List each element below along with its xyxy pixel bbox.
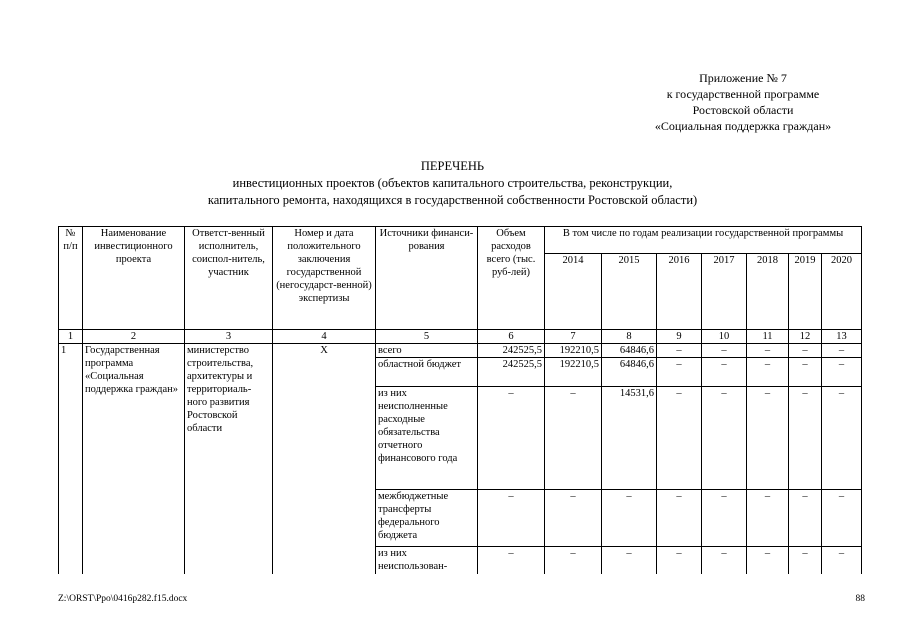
header-year: 2017 bbox=[702, 254, 747, 330]
header-year: 2014 bbox=[545, 254, 602, 330]
row-value: – bbox=[478, 387, 545, 490]
document-subtitle: инвестиционных проектов (объектов капитального строительства, реконструкции, bbox=[232, 176, 673, 190]
project-num: 1 bbox=[59, 344, 83, 575]
row-source: из них неиспользован- bbox=[376, 547, 478, 575]
header-year: 2015 bbox=[602, 254, 657, 330]
appendix-line: Ростовской области bbox=[692, 103, 794, 117]
appendix-line: к государственной программе bbox=[666, 87, 820, 101]
header-responsible: Ответст-венный исполнитель, соиспол-нитель, участник bbox=[185, 227, 273, 330]
row-value: 64846,6 bbox=[602, 344, 657, 358]
row-value: – bbox=[789, 490, 822, 547]
column-number: 12 bbox=[789, 330, 822, 344]
row-value: – bbox=[747, 490, 789, 547]
row-value: – bbox=[702, 344, 747, 358]
header-expertise: Номер и дата положительного заключения государственной (негосударст-венной) экспертизы bbox=[273, 227, 376, 330]
row-value: – bbox=[657, 387, 702, 490]
row-value: – bbox=[657, 344, 702, 358]
document-subtitle: капитального ремонта, находящихся в государственной собственности Ростовской области) bbox=[207, 193, 698, 207]
row-value: – bbox=[822, 358, 862, 387]
row-value: – bbox=[657, 490, 702, 547]
row-source: всего bbox=[376, 344, 478, 358]
row-value: – bbox=[747, 344, 789, 358]
column-number: 6 bbox=[478, 330, 545, 344]
project-responsible: министерство строительства, архитектуры и территориаль-ного развития Ростовской области bbox=[185, 344, 273, 575]
row-value: – bbox=[602, 490, 657, 547]
column-number: 3 bbox=[185, 330, 273, 344]
table-row bbox=[59, 344, 862, 358]
column-number: 7 bbox=[545, 330, 602, 344]
row-value: 242525,5 bbox=[478, 358, 545, 387]
row-value: – bbox=[747, 547, 789, 575]
row-value: – bbox=[747, 358, 789, 387]
row-value: 242525,5 bbox=[478, 344, 545, 358]
row-value: – bbox=[702, 387, 747, 490]
row-value: – bbox=[789, 358, 822, 387]
column-number: 11 bbox=[747, 330, 789, 344]
column-number: 8 bbox=[602, 330, 657, 344]
header-year: 2018 bbox=[747, 254, 789, 330]
header-name: Наименование инвестиционного проекта bbox=[83, 227, 185, 330]
document-title: ПЕРЕЧЕНЬ bbox=[420, 159, 485, 173]
investment-projects-table bbox=[58, 226, 862, 574]
row-value: 192210,5 bbox=[545, 358, 602, 387]
column-number: 4 bbox=[273, 330, 376, 344]
row-value: – bbox=[545, 490, 602, 547]
row-value: – bbox=[545, 387, 602, 490]
row-value: 14531,6 bbox=[602, 387, 657, 490]
footer-file-path: Z:\ORST\Ppo\0416p282.f15.docx bbox=[58, 594, 188, 604]
row-value: – bbox=[702, 490, 747, 547]
column-number: 1 bbox=[59, 330, 83, 344]
row-source: областной бюджет bbox=[376, 358, 478, 387]
header-source: Источники финанси-рования bbox=[376, 227, 478, 330]
row-value: – bbox=[822, 387, 862, 490]
row-value: – bbox=[822, 344, 862, 358]
header-num: № п/п bbox=[59, 227, 83, 330]
appendix-line: Приложение № 7 bbox=[699, 71, 787, 85]
row-value: – bbox=[657, 547, 702, 575]
row-value: – bbox=[545, 547, 602, 575]
row-value: – bbox=[602, 547, 657, 575]
project-expertise: Х bbox=[273, 344, 376, 575]
appendix-line: «Социальная поддержка граждан» bbox=[654, 119, 832, 133]
row-value: – bbox=[478, 490, 545, 547]
footer-page-number: 88 bbox=[855, 594, 865, 604]
row-value: – bbox=[702, 358, 747, 387]
row-value: – bbox=[789, 344, 822, 358]
row-source: межбюджетные трансферты федерального бюджета bbox=[376, 490, 478, 547]
header-year: 2016 bbox=[657, 254, 702, 330]
column-number-row bbox=[59, 330, 862, 344]
row-value: – bbox=[789, 547, 822, 575]
header-years-group: В том числе по годам реализации государственной программы bbox=[545, 227, 862, 254]
row-value: – bbox=[657, 358, 702, 387]
table-header-row bbox=[59, 227, 862, 254]
column-number: 9 bbox=[657, 330, 702, 344]
column-number: 2 bbox=[83, 330, 185, 344]
row-value: – bbox=[478, 547, 545, 575]
row-value: – bbox=[822, 547, 862, 575]
appendix-header bbox=[623, 70, 863, 134]
row-value: – bbox=[789, 387, 822, 490]
column-number: 5 bbox=[376, 330, 478, 344]
header-volume: Объем расходов всего (тыс. руб-лей) bbox=[478, 227, 545, 330]
row-value: 192210,5 bbox=[545, 344, 602, 358]
row-value: – bbox=[747, 387, 789, 490]
column-number: 13 bbox=[822, 330, 862, 344]
project-name: Государственная программа «Социальная поддержка граждан» bbox=[83, 344, 185, 575]
row-value: 64846,6 bbox=[602, 358, 657, 387]
row-value: – bbox=[822, 490, 862, 547]
column-number: 10 bbox=[702, 330, 747, 344]
header-year: 2020 bbox=[822, 254, 862, 330]
row-source: из них неисполненные расходные обязательства отчетного финансового года bbox=[376, 387, 478, 490]
header-year: 2019 bbox=[789, 254, 822, 330]
row-value: – bbox=[702, 547, 747, 575]
